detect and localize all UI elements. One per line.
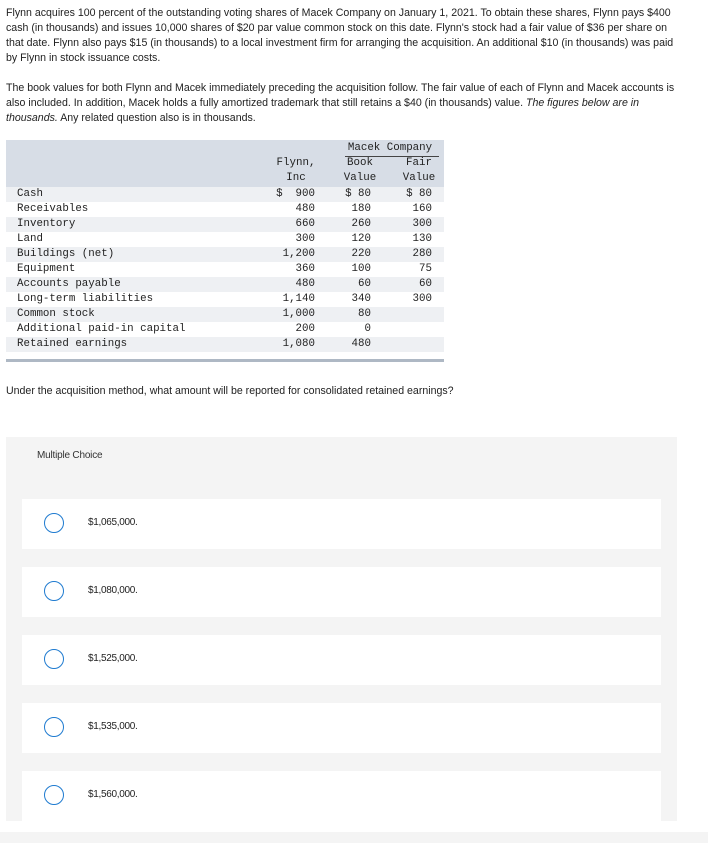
context-tail: Any related question also is in thousands. [60, 112, 256, 124]
radio-button[interactable] [44, 581, 64, 601]
flynn-value: 200 [295, 323, 315, 335]
choice-label: $1,080,000. [88, 585, 138, 596]
book-value: 260 [351, 218, 371, 230]
choice-option-5[interactable] [22, 771, 661, 821]
row-label: Long-term liabilities [17, 293, 154, 305]
table-row [6, 292, 444, 307]
book-header-line1: Book [347, 157, 373, 169]
fair-value: 280 [412, 248, 432, 260]
row-label: Cash [17, 188, 43, 200]
fair-value: 300 [412, 293, 432, 305]
choice-option-1[interactable] [22, 499, 661, 549]
flynn-header-line1: Flynn, [276, 157, 316, 169]
fair-value: 160 [412, 203, 432, 215]
multiple-choice-panel [6, 437, 677, 821]
radio-button[interactable] [44, 785, 64, 805]
book-value: $ 80 [345, 188, 371, 200]
table-row [6, 187, 444, 202]
book-value: 340 [351, 293, 371, 305]
table-row [6, 232, 444, 247]
choice-label: $1,535,000. [88, 721, 138, 732]
fair-value: 60 [419, 278, 432, 290]
book-value: 480 [351, 338, 371, 350]
table-row [6, 277, 444, 292]
book-value: 220 [351, 248, 371, 260]
row-label: Land [17, 233, 43, 245]
context-note: The figures below are in thousands. [6, 97, 640, 124]
row-label: Equipment [17, 263, 76, 275]
choice-label: $1,560,000. [88, 789, 138, 800]
multiple-choice-title: Multiple Choice [37, 450, 103, 461]
row-label: Accounts payable [17, 278, 121, 290]
fair-value: 130 [412, 233, 432, 245]
book-header-line2: Value [343, 172, 377, 184]
table-row [6, 307, 444, 322]
table-row [6, 247, 444, 262]
question-text: Under the acquisition method, what amount will be reported for consolidated retained earnings? [6, 385, 454, 397]
problem-intro: Flynn acquires 100 percent of the outstanding voting shares of Macek Company on January 1, 2021. To obtain these shares, Flynn pays $400 cash (in thousands) and issues 10,000 shares of $20 par value common stock on this date. Flynn's stock had a fair value of $36 per share on that date. Flynn also pays $15 (in thousands) to a local investment firm for arranging the acquisition. An additional $10 (in thousands) was paid by Flynn in stock issuance costs. [6, 7, 674, 64]
book-value: 80 [358, 308, 371, 320]
table-row [6, 337, 444, 352]
macek-company-header: Macek Company [347, 142, 433, 154]
flynn-value: 480 [295, 278, 315, 290]
flynn-value: $ 900 [276, 188, 315, 200]
radio-button[interactable] [44, 513, 64, 533]
fair-header-line2: Value [402, 172, 436, 184]
row-label: Buildings (net) [17, 248, 115, 260]
table-row [6, 322, 444, 337]
flynn-value: 1,140 [282, 293, 315, 305]
choice-option-4[interactable] [22, 703, 661, 753]
choice-option-3[interactable] [22, 635, 661, 685]
book-value: 120 [351, 233, 371, 245]
choice-option-2[interactable] [22, 567, 661, 617]
fair-value: 75 [419, 263, 432, 275]
table-row [6, 202, 444, 217]
balance-table [6, 140, 444, 365]
radio-button[interactable] [44, 717, 64, 737]
fair-value: 300 [412, 218, 432, 230]
flynn-value: 480 [295, 203, 315, 215]
book-value: 100 [351, 263, 371, 275]
choice-label: $1,065,000. [88, 517, 138, 528]
fair-header-line1: Fair [406, 157, 432, 169]
row-label: Inventory [17, 218, 76, 230]
flynn-value: 1,000 [282, 308, 315, 320]
book-value: 180 [351, 203, 371, 215]
table-bottom-rule [6, 359, 444, 362]
flynn-value: 1,200 [282, 248, 315, 260]
book-value: 60 [358, 278, 371, 290]
flynn-value: 300 [295, 233, 315, 245]
flynn-header-line2: Inc [286, 172, 306, 184]
table-row [6, 217, 444, 232]
row-label: Receivables [17, 203, 89, 215]
problem-context [6, 81, 678, 126]
fair-value: $ 80 [406, 188, 432, 200]
radio-button[interactable] [44, 649, 64, 669]
table-row [6, 262, 444, 277]
flynn-value: 1,080 [282, 338, 315, 350]
row-label: Retained earnings [17, 338, 128, 350]
footer-strip [0, 832, 708, 843]
book-value: 0 [364, 323, 371, 335]
row-label: Common stock [17, 308, 95, 320]
row-label: Additional paid-in capital [17, 323, 186, 335]
context-text: The book values for both Flynn and Macek immediately preceding the acquisition follow. The fair value of each of Flynn and Macek accounts is also included. In addition, Macek holds a fully amortized trademark that still retains a $40 (in thousands) value. [6, 82, 675, 109]
flynn-value: 360 [295, 263, 315, 275]
flynn-value: 660 [295, 218, 315, 230]
choice-label: $1,525,000. [88, 653, 138, 664]
